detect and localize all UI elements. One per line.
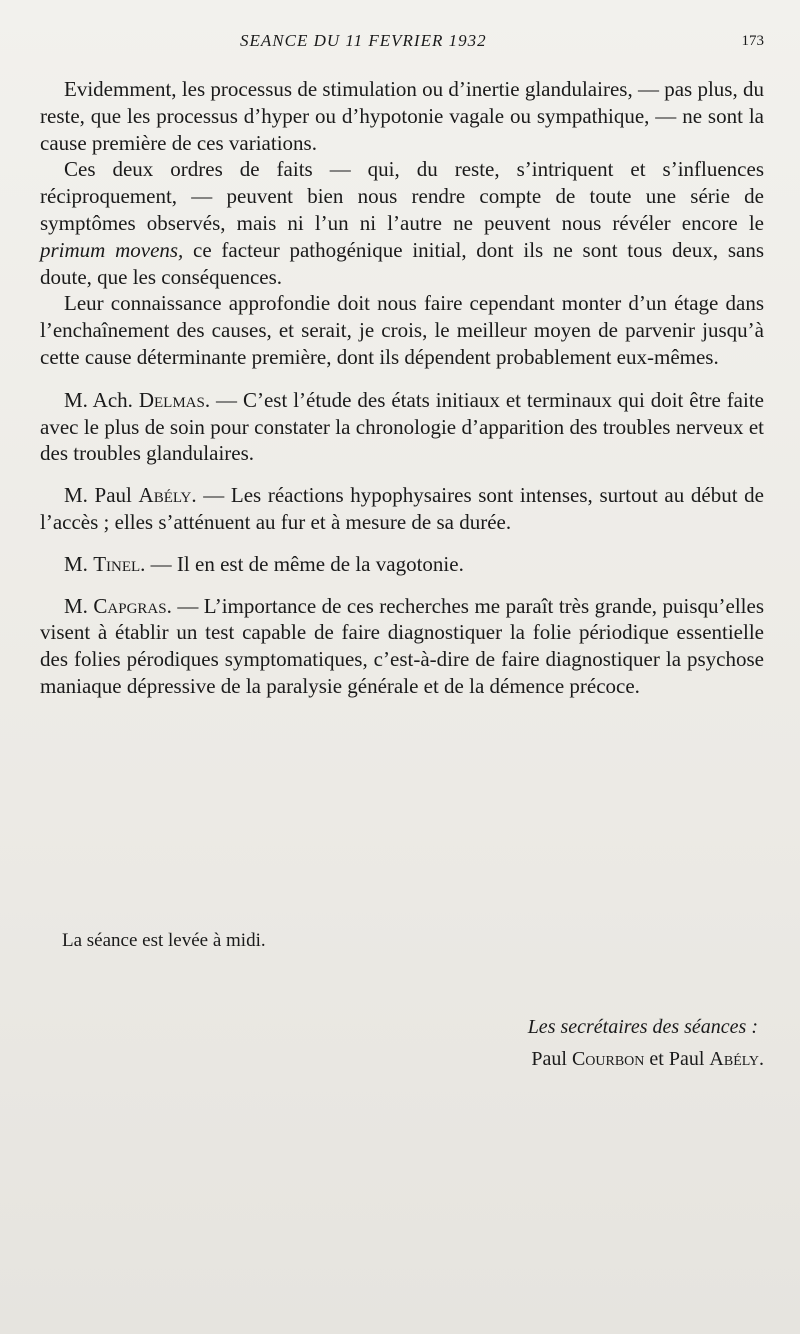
signature-last-name: Abély — [709, 1048, 759, 1070]
paragraph — [40, 290, 764, 370]
intervention — [40, 551, 764, 578]
signature-names — [531, 1048, 764, 1071]
intervention — [40, 593, 764, 700]
signature-first-name: Paul — [531, 1048, 572, 1070]
paragraph-text: Ces deux ordres de faits — qui, du reste, s’intriquent et s’influences réciproquement, — peuvent bien nous rendre compte de toute une série de symptômes observés, mais ni l’un ni l’autre ne peuvent nous révéler encore le — [40, 157, 764, 235]
intervention — [40, 387, 764, 467]
speaker-name: Abély — [138, 483, 192, 508]
signature-last-name: Courbon — [571, 1048, 645, 1070]
intervention-text: . — L’importance de ces recherches me paraît très grande, puisqu’elles visent à établir un test capable de faire diagnostiquer la folie périodique essentielle des folies pérodiques symptomatiques, c’est-à-dire de faire diagnostiquer la psychose maniaque dépressive de la paralysie générale et de la démence précoce. — [40, 593, 764, 698]
paragraph-text: Evidemment, les processus de stimulation ou d’inertie glandulaires, — pas plus, du reste, que les processus d’hyper ou d’hypotonie vagale ou sympathique, — ne sont la cause première de ces variations. — [40, 77, 764, 155]
intervention-text: . — Les réactions hypophysaires sont intenses, surtout au début de l’accès ; elles s’atténuent au fur et à mesure de sa durée. — [40, 483, 764, 534]
closing-line: La séance est levée à midi. — [62, 930, 266, 951]
body-text — [40, 76, 764, 700]
page-number: 173 — [741, 33, 764, 49]
speaker-prefix: M. Paul — [64, 483, 139, 508]
paragraph-text: ce facteur pathogénique initial, dont ils ne sont tous deux, sans doute, que les conséquences. — [40, 237, 764, 289]
page-header — [0, 31, 800, 55]
latin-phrase: primum movens, — [40, 237, 184, 262]
speaker-prefix: M. Ach. — [64, 387, 139, 412]
speaker-prefix: M. — [64, 551, 94, 576]
paragraph-text: Leur connaissance approfondie doit nous faire cependant monter d’un étage dans l’enchaînement des causes, et serait, je crois, le meilleur moyen de parvenir jusqu’à cette cause déterminante première, dont ils dépendent probablement eux-mêmes. — [40, 291, 764, 369]
paragraph — [40, 156, 764, 290]
intervention — [40, 482, 764, 536]
signature-role: Les secrétaires des séances : — [527, 1016, 758, 1038]
speaker-prefix: M. — [64, 593, 94, 618]
intervention-text: . — Il en est de même de la vagotonie. — [140, 551, 464, 576]
speaker-name: Delmas — [138, 387, 205, 412]
running-title: SEANCE DU 11 FEVRIER 1932 — [240, 31, 487, 50]
signature-conjunction: et Paul — [644, 1048, 710, 1070]
signature-end: . — [759, 1048, 764, 1070]
paragraph — [40, 76, 764, 156]
intervention-text: . — C’est l’étude des états initiaux et terminaux qui doit être faite avec le plus de soin pour constater la chronologie d’apparition des troubles nerveux et des troubles glandulaires. — [40, 387, 764, 466]
speaker-name: Capgras — [93, 593, 167, 618]
speaker-name: Tinel — [93, 551, 141, 576]
